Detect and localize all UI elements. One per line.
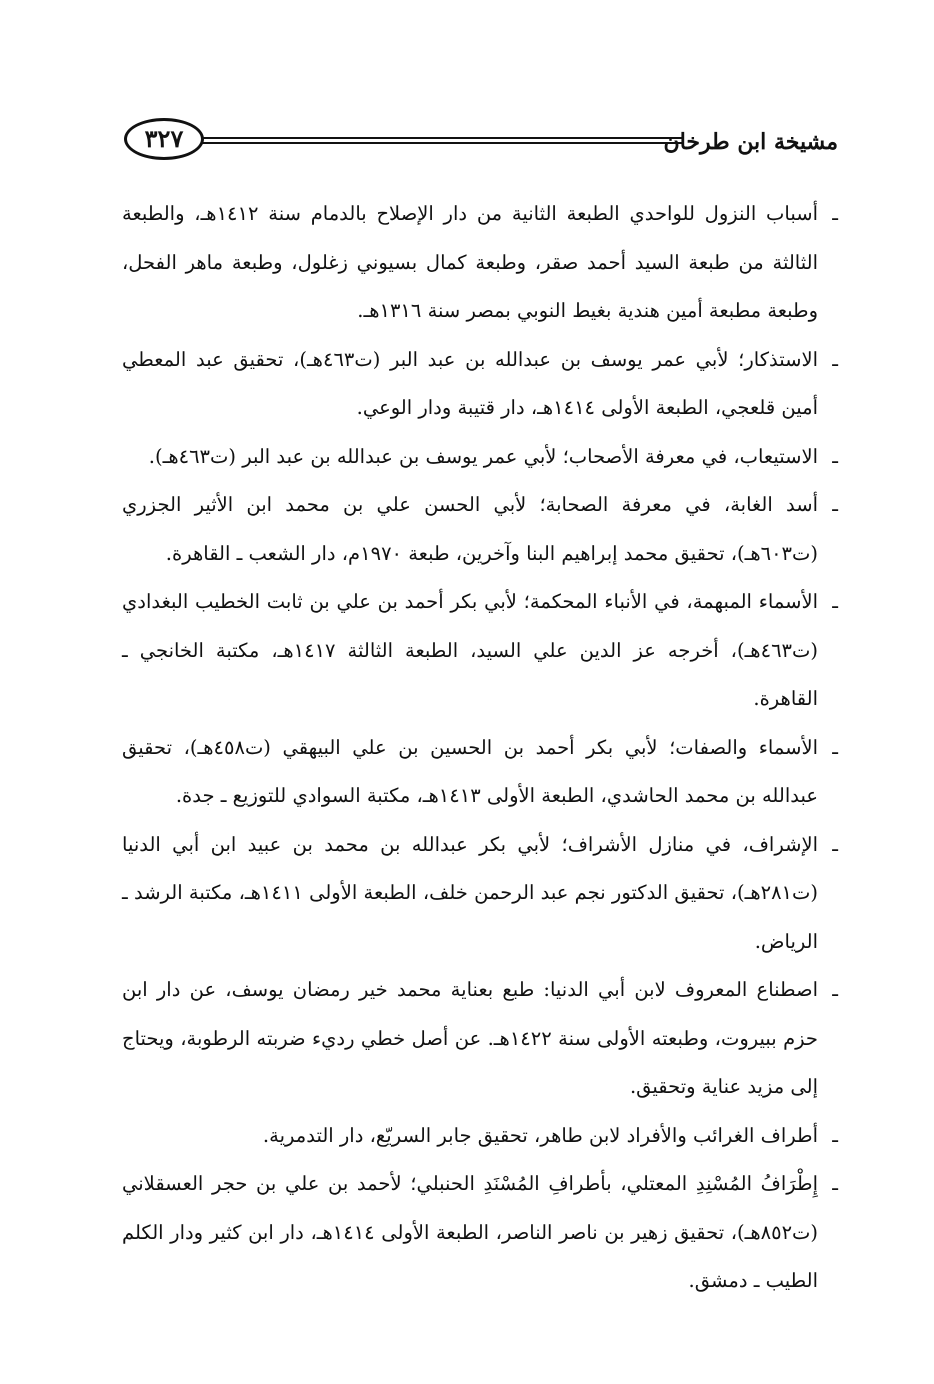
bibliography-entry bbox=[122, 433, 838, 482]
entry-dash: ـ bbox=[832, 493, 838, 516]
entry-text: الاستذكار؛ لأبي عمر يوسف بن عبدالله بن عبد البر (ت٤٦٣هـ)، تحقيق عبد المعطي أمين قلعجي، الطبعة الأولى ١٤١٤هـ، دار قتيبة ودار الوعي. bbox=[122, 347, 818, 419]
entry-text: إِطْرَافُ المُسْنِدِ المعتلي، بأطرافِ المُسْنَدِ الحنبلي؛ لأحمد بن علي بن حجر العسقلاني (ت٨٥٢هـ)، تحقيق زهير بن ناصر الناصر، الطبعة الأولى ١٤١٤هـ، دار ابن كثير ودار الكلم الطيب ـ دمشق. bbox=[122, 1172, 819, 1292]
entry-text: أطراف الغرائب والأفراد لابن طاهر، تحقيق جابر السريّع، دار التدمرية. bbox=[262, 1123, 818, 1147]
bibliography-entry bbox=[122, 336, 838, 433]
entry-text: الأسماء والصفات؛ لأبي بكر أحمد بن الحسين بن علي البيهقي (ت٤٥٨هـ)، تحقيق عبدالله بن محمد الحاشدي، الطبعة الأولى ١٤١٣هـ، مكتبة السوادي للتوزيع ـ جدة. bbox=[122, 735, 819, 807]
entry-text: الإشراف، في منازل الأشراف؛ لأبي بكر عبدالله بن محمد بن عبيد ابن أبي الدنيا (ت٢٨١هـ)، تحقيق الدكتور نجم عبد الرحمن خلف، الطبعة الأولى ١٤١١هـ، مكتبة الرشد ـ الرياض. bbox=[122, 832, 818, 953]
entry-dash: ـ bbox=[832, 444, 838, 468]
bibliography-list bbox=[122, 190, 838, 1306]
entry-dash: ـ bbox=[832, 590, 838, 613]
bibliography-entry bbox=[122, 724, 838, 821]
entry-text: الاستيعاب، في معرفة الأصحاب؛ لأبي عمر يوسف بن عبدالله بن عبد البر (ت٤٦٣هـ). bbox=[148, 444, 818, 468]
bibliography-entry bbox=[122, 1160, 838, 1306]
book-title: مشيخة ابن طرخان bbox=[663, 129, 838, 155]
entry-text: اصطناع المعروف لابن أبي الدنيا: طبع بعناية محمد خير رمضان يوسف، عن دار ابن حزم ببيروت، وطبعته الأولى سنة ١٤٢٢هـ. عن أصل خطي رديء ضربته الرطوبة، ويحتاج إلى مزيد عناية وتحقيق. bbox=[122, 978, 818, 1098]
bibliography-entry bbox=[122, 821, 838, 967]
running-header bbox=[124, 118, 838, 166]
entry-dash: ـ bbox=[832, 735, 838, 759]
entry-dash: ـ bbox=[832, 202, 838, 225]
entry-text: أسد الغابة، في معرفة الصحابة؛ لأبي الحسن علي بن محمد ابن الأثير الجزري (ت٦٠٣هـ)، تحقيق محمد إبراهيم البنا وآخرين، طبعة ١٩٧٠م، دار الشعب ـ القاهرة. bbox=[122, 493, 818, 565]
entry-dash: ـ bbox=[832, 978, 838, 1001]
bibliography-entry bbox=[122, 190, 838, 336]
bibliography-entry bbox=[122, 966, 838, 1112]
entry-dash: ـ bbox=[832, 1172, 838, 1195]
header-rule bbox=[202, 137, 682, 144]
entry-text: أسباب النزول للواحدي الطبعة الثانية من دار الإصلاح بالدمام سنة ١٤١٢هـ، والطبعة الثالثة من طبعة السيد أحمد صقر، وطبعة كمال بسيوني زغلول، وطبعة ماهر الفحل، وطبعة مطبعة أمين هندية بغيط النوبي بمصر سنة ١٣١٦هـ. bbox=[122, 202, 818, 322]
page-number: ٣٢٧ bbox=[124, 118, 204, 160]
entry-dash: ـ bbox=[832, 1123, 838, 1147]
bibliography-entry bbox=[122, 1112, 838, 1161]
entry-text: الأسماء المبهمة، في الأنباء المحكمة؛ لأبي بكر أحمد بن علي بن ثابت الخطيب البغدادي (ت٤٦٣هـ)، أخرجه عز الدين علي السيد، الطبعة الثالثة ١٤١٧هـ، مكتبة الخانجي ـ القاهرة. bbox=[122, 590, 818, 710]
entry-dash: ـ bbox=[832, 347, 838, 371]
entry-dash: ـ bbox=[832, 832, 838, 856]
bibliography-entry bbox=[122, 578, 838, 724]
bibliography-entry bbox=[122, 481, 838, 578]
